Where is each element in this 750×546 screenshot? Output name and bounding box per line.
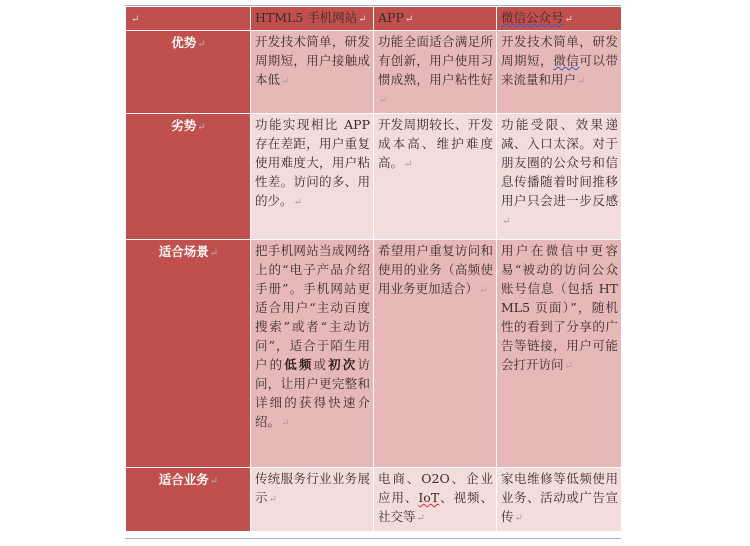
cell-scenarios-app: 希望用户重复访问和使用的业务（高频使用业务更加适合）↵ (374, 240, 497, 468)
cell-advantages-app: 功能全面适合满足所有创新，用户使用习惯成熟，用户粘性好↵ (374, 31, 497, 114)
comparison-table (125, 6, 622, 532)
header-app: APP↵ (374, 7, 497, 31)
header-html5: HTML5 手机网站↵ (251, 7, 374, 31)
page-bottom-rule (125, 538, 621, 539)
emphasis-first-time: 初次 (328, 357, 358, 372)
table-row-business (126, 468, 622, 532)
cell-scenarios-html5: 把手机网站当成网络上的“电子产品介绍手册”。手机网站更适合用户“主动百度搜索”或者“主动访问”，适合于陌生用户的低频或初次访问，让用户更完整和详细的获得快速介绍。↵ (251, 240, 374, 468)
cell-business-wechat: 家电维修等低频使用业务、活动或广告宣传↵ (497, 468, 622, 532)
cell-advantages-html5: 开发技术简单，研发周期短，用户接触成本低↵ (251, 31, 374, 114)
cell-disadvantages-wechat: 功能受限、效果递减、入口太深。对于朋友圈的公众号和信息传播随着时间推移用户只会进一步反感↵ (497, 114, 622, 240)
table-row-scenarios (126, 240, 622, 468)
header-row (126, 7, 622, 31)
cell-advantages-wechat: 开发技术简单，研发周期短，微信可以带来流量和用户↵ (497, 31, 622, 114)
cell-disadvantages-html5: 功能实现相比 APP 存在差距，用户重复使用难度大，用户粘性差。访问的多、用的少。↵ (251, 114, 374, 240)
cell-scenarios-wechat: 用户在微信中更容易“被动的访问公众账号信息（包括 HTML5 页面）”，随机性的看到了分享的广告等链接，用户可能会打开访问↵ (497, 240, 622, 468)
row-label-business: 适合业务↵ (126, 468, 251, 532)
cell-disadvantages-app: 开发周期较长、开发成本高、维护难度高。↵ (374, 114, 497, 240)
row-label-scenarios: 适合场景↵ (126, 240, 251, 468)
emphasis-low-frequency: 低频 (284, 357, 314, 372)
header-corner-cell: ↵ (126, 7, 251, 31)
table-row-disadvantages (126, 114, 622, 240)
table-row-advantages (126, 31, 622, 114)
row-label-disadvantages: 劣势↵ (126, 114, 251, 240)
header-wechat: 微信公众号↵ (497, 7, 622, 31)
cell-business-html5: 传统服务行业业务展示↵ (251, 468, 374, 532)
row-label-advantages: 优势↵ (126, 31, 251, 114)
cell-business-app: 电商、O2O、企业应用、IoT、视频、社交等↵ (374, 468, 497, 532)
